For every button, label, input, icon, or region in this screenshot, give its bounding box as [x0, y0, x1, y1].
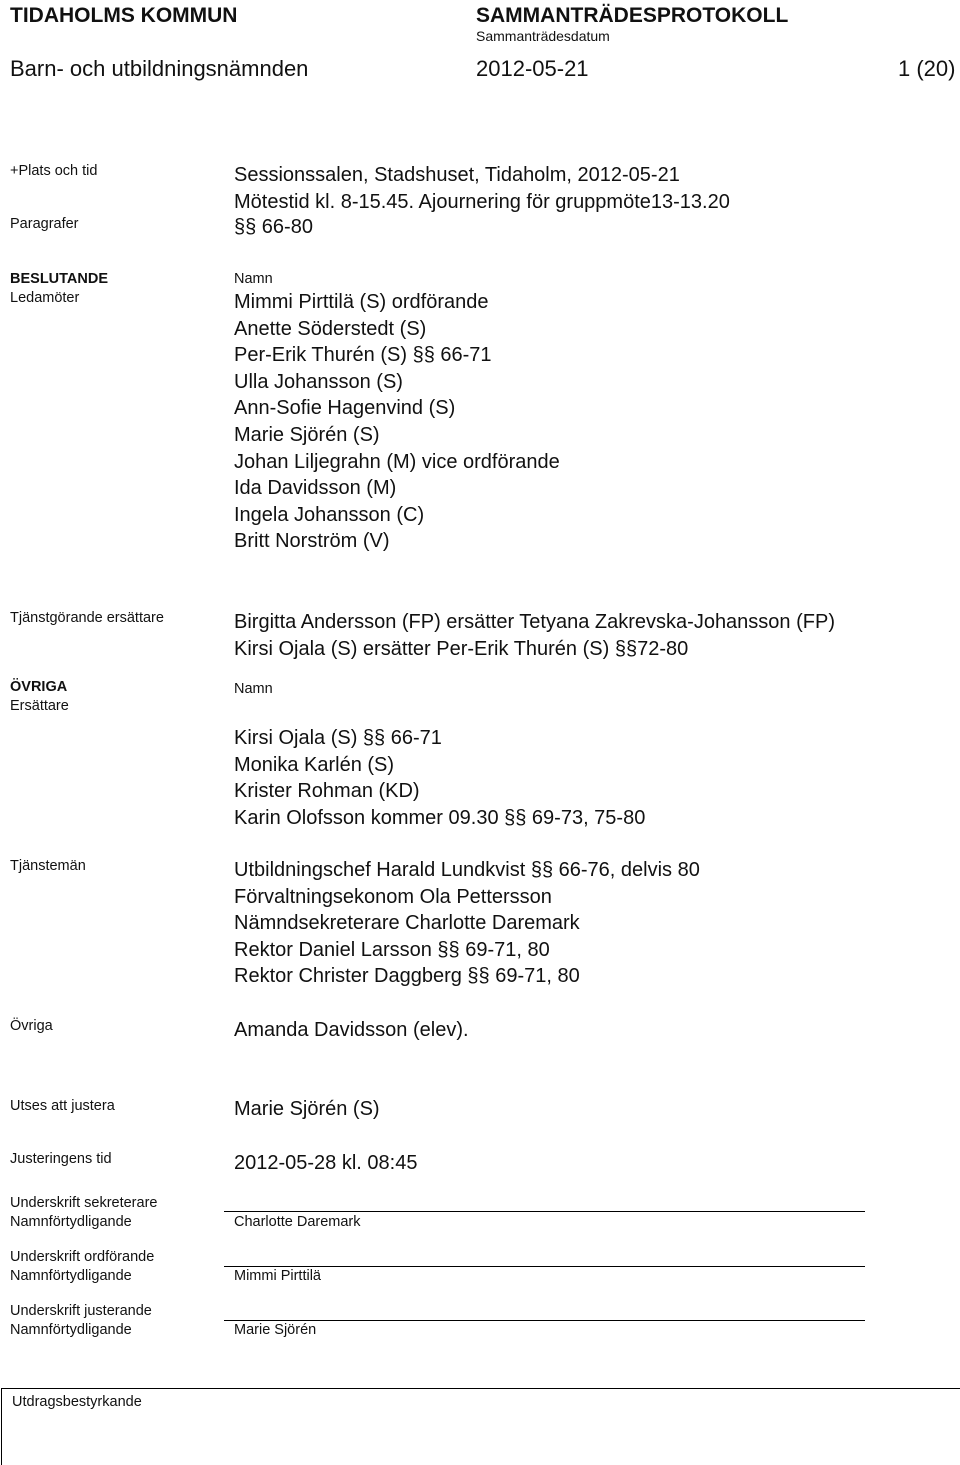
ovriga-other-label: Övriga	[10, 1018, 53, 1034]
tjanstgorande-label: Tjänstgörande ersättare	[10, 610, 164, 626]
paragrafer-value: §§ 66-80	[234, 216, 313, 238]
substitute-item: Birgitta Andersson (FP) ersätter Tetyana Zakrevska-Johansson (FP)	[234, 611, 835, 633]
members-list	[234, 289, 560, 555]
beslutande-label: BESLUTANDE	[10, 271, 109, 287]
member-item: Ann-Sofie Hagenvind (S)	[234, 397, 456, 420]
substitute-item: Kirsi Ojala (S) ersätter Per-Erik Thurén (S) §§72-80	[234, 637, 689, 660]
ovriga-other-value: Amanda Davidsson (elev).	[234, 1019, 469, 1041]
member-item: Anette Söderstedt (S)	[234, 317, 427, 340]
name-clarification-label: Namnförtydligande	[10, 1322, 132, 1338]
namn-header: Namn	[234, 271, 273, 287]
official-item: Rektor Christer Daggberg §§ 69-71, 80	[234, 965, 580, 988]
justera-value: Marie Sjörén (S)	[234, 1098, 380, 1120]
member-item: Ulla Johansson (S)	[234, 370, 403, 393]
official-item: Rektor Daniel Larsson §§ 69-71, 80	[234, 938, 550, 961]
namn-header: Namn	[234, 681, 273, 697]
ersattare-item: Kirsi Ojala (S) §§ 66-71	[234, 727, 442, 749]
signature-name: Marie Sjörén	[234, 1322, 317, 1338]
plats-label: +Plats och tid	[10, 163, 98, 179]
member-item: Marie Sjörén (S)	[234, 423, 380, 446]
official-item: Nämndsekreterare Charlotte Daremark	[234, 912, 580, 935]
member-item: Britt Norström (V)	[234, 530, 390, 553]
signature-line	[224, 1211, 865, 1212]
signature-line	[224, 1320, 865, 1321]
signature-name: Charlotte Daremark	[234, 1214, 361, 1230]
divider	[942, 1388, 960, 1389]
ersattare-list	[234, 725, 645, 831]
member-item: Ida Davidsson (M)	[234, 477, 397, 500]
name-clarification-label: Namnförtydligande	[10, 1214, 132, 1230]
signature-line	[224, 1266, 865, 1267]
signature-label: Underskrift ordförande	[10, 1249, 155, 1265]
page-number: 1 (20)	[898, 56, 956, 81]
ovriga-label: ÖVRIGA	[10, 679, 68, 695]
member-item: Johan Liljegrahn (M) vice ordförande	[234, 450, 560, 473]
tjansteman-list	[234, 857, 700, 990]
justeringens-tid-value: 2012-05-28 kl. 08:45	[234, 1152, 418, 1174]
extract-certification-box	[1, 1388, 943, 1465]
name-clarification-label: Namnförtydligande	[10, 1268, 132, 1284]
committee-name: Barn- och utbildningsnämnden	[10, 56, 309, 81]
member-item: Ingela Johansson (C)	[234, 503, 425, 526]
member-item: Per-Erik Thurén (S) §§ 66-71	[234, 344, 492, 367]
paragrafer-label: Paragrafer	[10, 216, 79, 232]
document-type: SAMMANTRÄDESPROTOKOLL	[476, 4, 789, 27]
plats-value	[234, 162, 730, 215]
plats-line: Mötestid kl. 8-15.45. Ajournering för gruppmöte13-13.20	[234, 190, 730, 213]
signature-label: Underskrift sekreterare	[10, 1195, 158, 1211]
ersattare-item: Monika Karlén (S)	[234, 753, 395, 776]
tjanstgorande-list	[234, 609, 835, 662]
meeting-date-label: Sammanträdesdatum	[476, 28, 610, 44]
justera-label: Utses att justera	[10, 1098, 115, 1114]
signature-label: Underskrift justerande	[10, 1303, 152, 1319]
justeringens-tid-label: Justeringens tid	[10, 1151, 112, 1167]
member-item: Mimmi Pirttilä (S) ordförande	[234, 291, 489, 313]
ersattare-item: Karin Olofsson kommer 09.30 §§ 69-73, 75-80	[234, 806, 646, 829]
official-item: Förvaltningsekonom Ola Pettersson	[234, 885, 552, 908]
extract-certification-label: Utdragsbestyrkande	[12, 1394, 142, 1410]
tjansteman-label: Tjänstemän	[10, 858, 86, 874]
ersattare-item: Krister Rohman (KD)	[234, 780, 420, 803]
official-item: Utbildningschef Harald Lundkvist §§ 66-76, delvis 80	[234, 859, 700, 881]
signature-name: Mimmi Pirttilä	[234, 1268, 321, 1284]
organization-name: TIDAHOLMS KOMMUN	[10, 4, 238, 27]
ledamoter-label: Ledamöter	[10, 290, 80, 306]
meeting-date: 2012-05-21	[476, 56, 589, 81]
ersattare-label: Ersättare	[10, 698, 69, 714]
plats-line: Sessionssalen, Stadshuset, Tidaholm, 2012-05-21	[234, 164, 680, 186]
